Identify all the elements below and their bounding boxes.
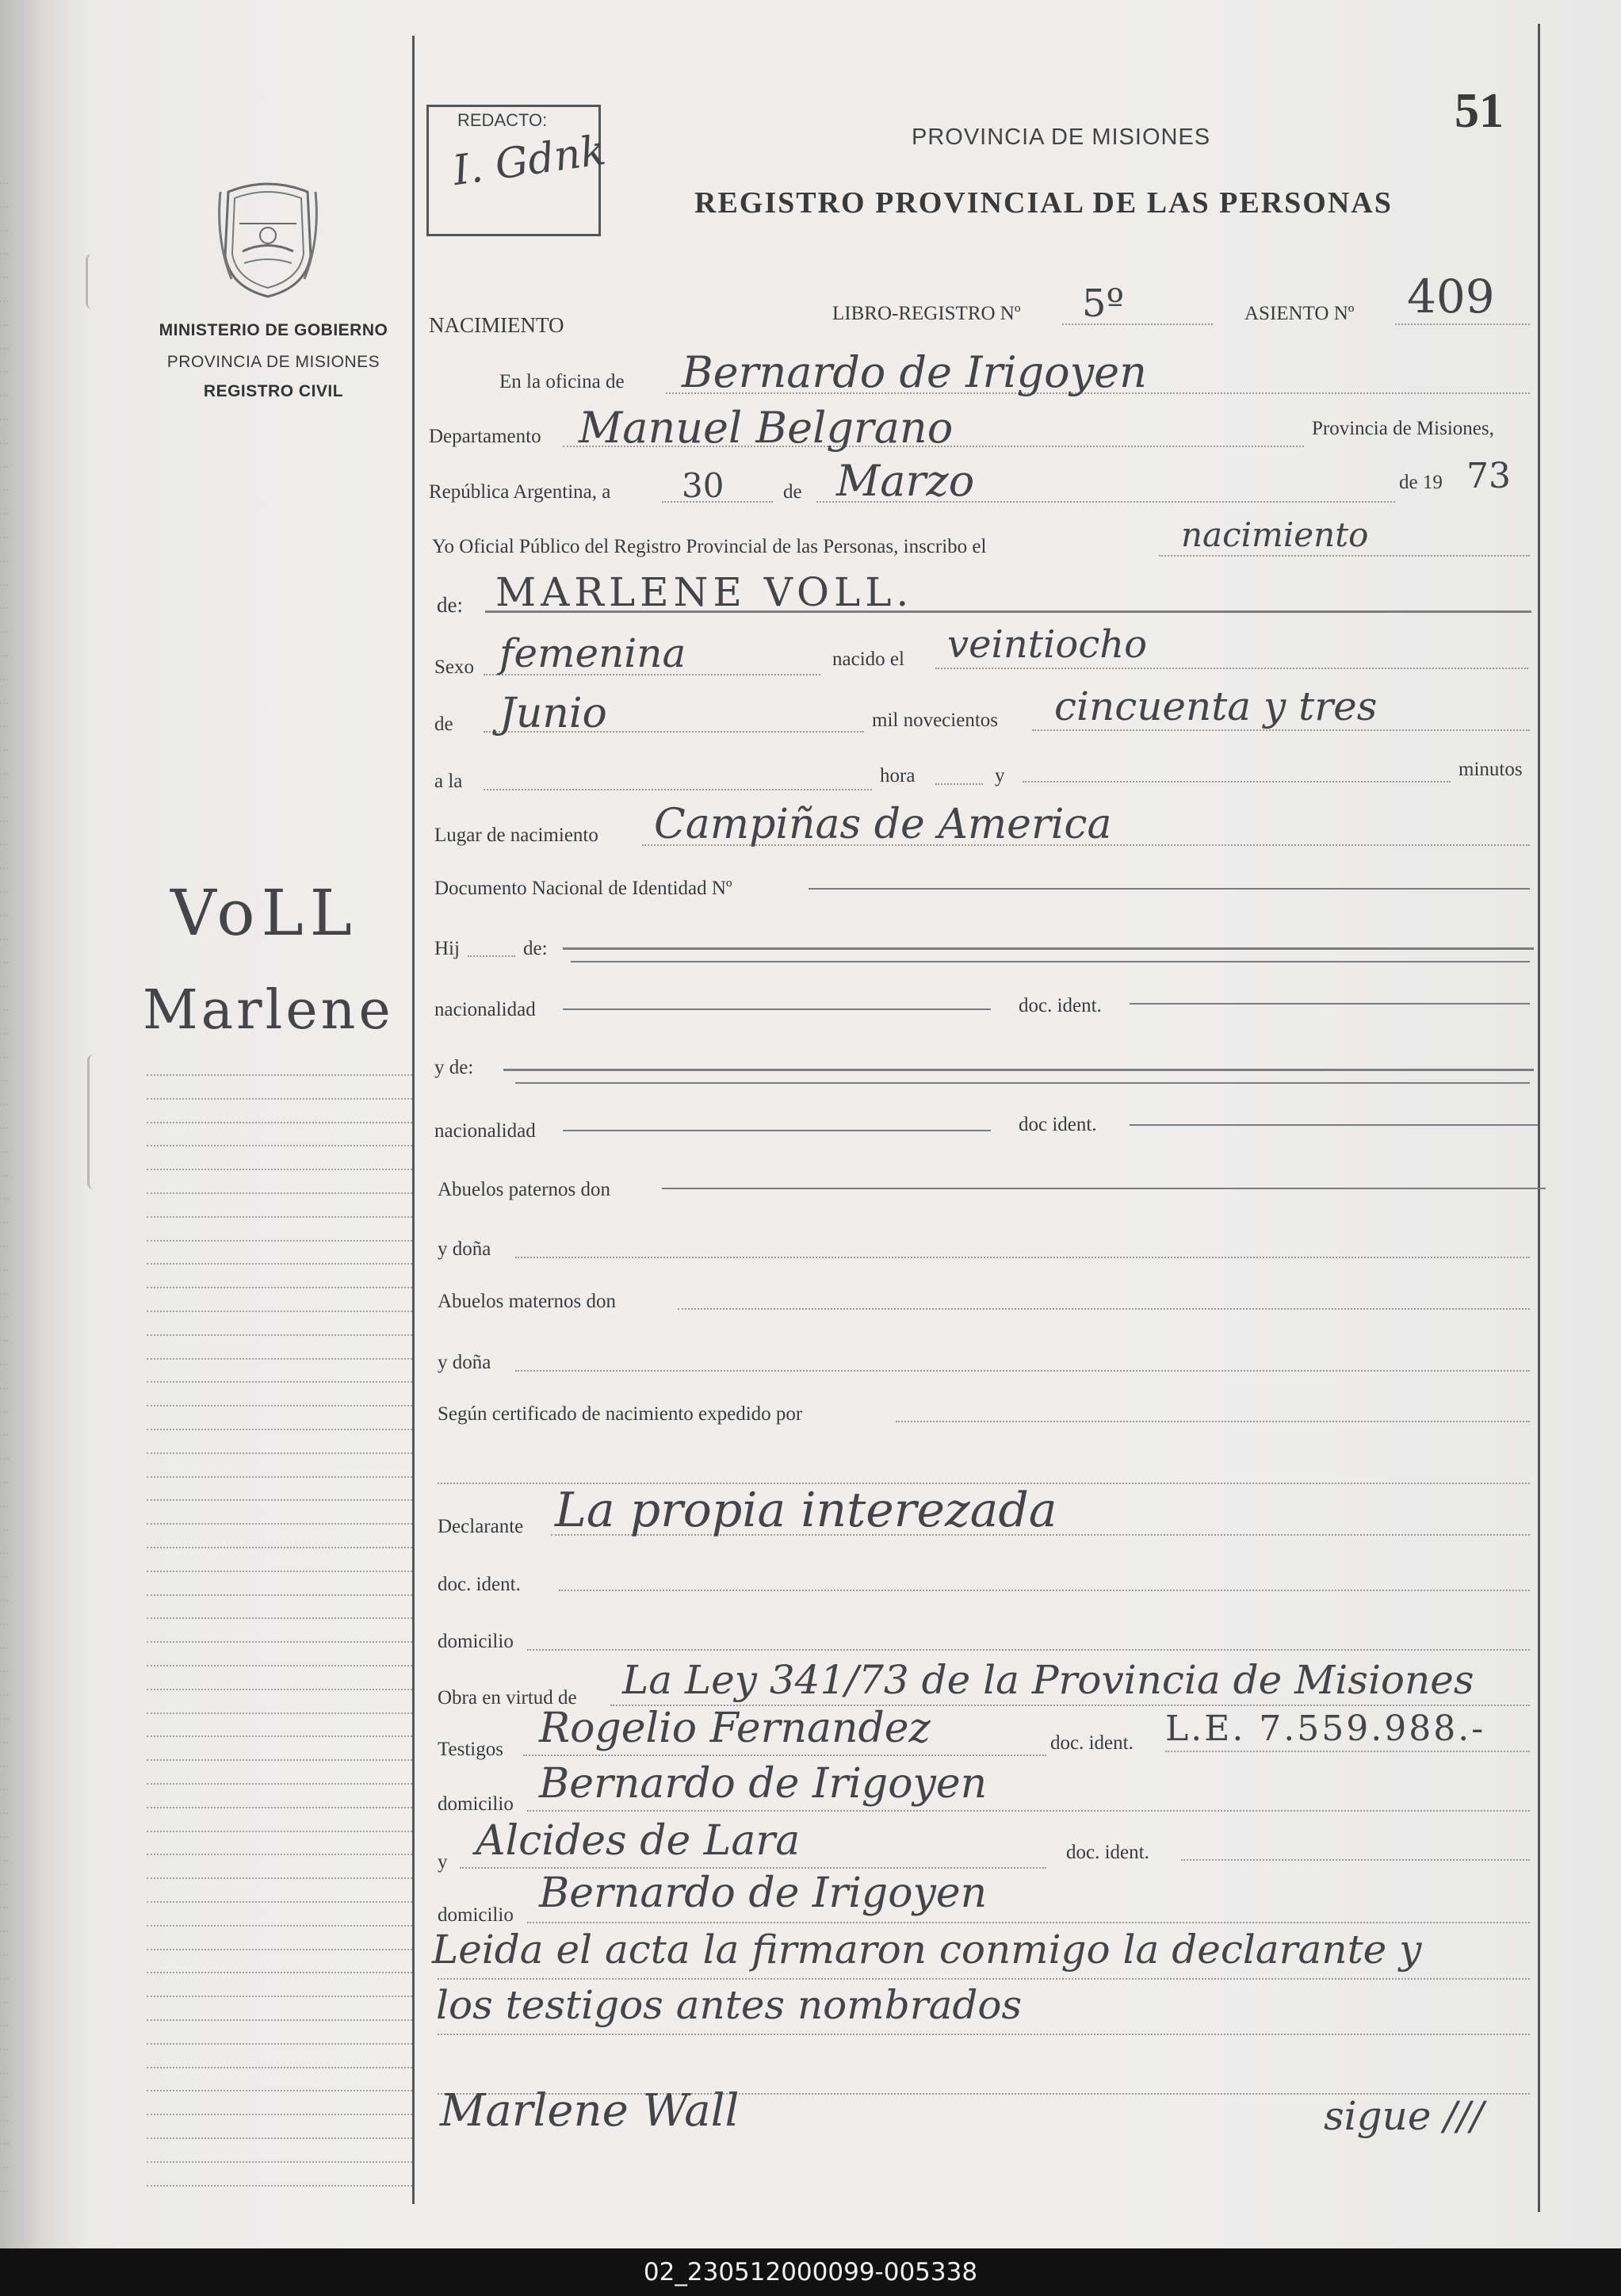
page-edge-tick	[0, 749, 8, 751]
testigo1-doc-label: doc. ident.	[1050, 1732, 1134, 1754]
obra-label: Obra en virtud de	[438, 1687, 577, 1709]
stub-rule-line	[147, 1381, 412, 1383]
sigue-note: sigue ///	[1324, 2093, 1484, 2139]
page-edge-tick	[0, 725, 8, 727]
stub-rule-line	[147, 1949, 412, 1950]
stub-rule-line	[147, 1523, 412, 1525]
hij-de-label: de:	[523, 938, 548, 959]
page-edge-tick	[0, 2025, 8, 2026]
stub-rule-line	[147, 1405, 412, 1406]
stub-rule-line	[147, 2043, 412, 2045]
page-edge-tick	[0, 962, 8, 963]
page-edge-tick	[0, 182, 8, 184]
stub-rule-line	[147, 1192, 412, 1194]
stub-province: PROVINCIA DE MISIONES	[166, 353, 380, 371]
page-edge-tick	[0, 230, 8, 232]
page-edge-tick	[0, 584, 8, 586]
page-edge-tick	[0, 2191, 8, 2192]
stub-rule-line	[147, 1216, 412, 1218]
sexo-value: femenina	[499, 630, 686, 676]
registry-seal	[212, 176, 323, 303]
y-dona-label: y doña	[438, 1238, 491, 1260]
stamp-handwriting: I. Gdnk	[449, 126, 609, 196]
page-edge-tick	[0, 1246, 8, 1247]
page-edge-tick	[0, 607, 8, 609]
stub-rule-line	[147, 1240, 412, 1242]
page-edge-tick	[0, 985, 8, 987]
domicilio1-value: Bernardo de Irigoyen	[539, 1760, 988, 1808]
page-edge-tick	[0, 1057, 8, 1058]
stub-rule-line	[147, 1759, 412, 1761]
de-label: de	[783, 481, 802, 503]
lugar-label: Lugar de nacimiento	[434, 825, 598, 846]
binding-stitch	[87, 1054, 101, 1189]
page-edge-tick	[0, 2120, 8, 2122]
page-edge-tick	[0, 1860, 8, 1862]
asiento-label: ASIENTO Nº	[1244, 303, 1355, 324]
stub-rule-line	[147, 1122, 412, 1123]
page-edge-tick	[0, 253, 8, 254]
stub-rule-line	[147, 1334, 412, 1336]
stub-rule-line	[147, 1854, 412, 1855]
birth-year-value: cincuenta y tres	[1054, 683, 1378, 729]
page-edge-tick	[0, 2072, 8, 2074]
stub-rule-line	[147, 1689, 412, 1690]
page-edge-tick	[0, 1954, 8, 1956]
page-edge-tick	[0, 821, 8, 822]
dni-label: Documento Nacional de Identidad Nº	[434, 878, 732, 899]
page-edge-tick	[0, 1104, 8, 1105]
de-name-label: de:	[437, 593, 463, 617]
page-edge-tick	[0, 797, 8, 798]
page-edge-tick	[0, 679, 8, 680]
stub-rule-line	[147, 1807, 412, 1808]
page-edge-tick	[0, 489, 8, 491]
page-edge-tick	[0, 466, 8, 468]
page-edge-tick	[0, 561, 8, 562]
year-label: de 19	[1399, 472, 1443, 493]
y2-label: y	[438, 1851, 448, 1873]
page-title: REGISTRO PROVINCIAL DE LAS PERSONAS	[694, 186, 1393, 220]
page-edge-tick	[0, 1789, 8, 1790]
page-edge-tick	[0, 1411, 8, 1413]
page-edge-tick	[0, 1836, 8, 1838]
oficina-value: Bernardo de Irigoyen	[682, 347, 1147, 397]
stub-rule-line	[147, 1287, 412, 1288]
page-edge-tick	[0, 324, 8, 326]
libro-value: 5º	[1082, 281, 1125, 326]
page-edge-tick	[0, 2002, 8, 2003]
page-edge-tick	[0, 1269, 8, 1271]
asiento-value: 409	[1407, 270, 1495, 323]
nacido-value: veintiocho	[947, 622, 1148, 667]
page-edge-tick	[0, 631, 8, 633]
page-edge-tick	[0, 1175, 8, 1177]
nacionalidad-label: nacionalidad	[434, 999, 536, 1020]
page-shadow	[0, 0, 87, 2248]
sexo-label: Sexo	[434, 656, 474, 678]
page-edge-tick	[0, 371, 8, 373]
page-edge-tick	[0, 1316, 8, 1318]
stub-rule-line	[147, 1358, 412, 1360]
page-edge-tick	[0, 1009, 8, 1011]
page-edge-tick	[0, 537, 8, 538]
page-edge-tick	[0, 1293, 8, 1295]
stub-rule-line	[147, 1145, 412, 1146]
page-edge-tick	[0, 1978, 8, 1980]
page-edge-tick	[0, 348, 8, 350]
hora-label: hora	[880, 765, 916, 786]
stub-rule-line	[147, 1429, 412, 1430]
page-edge-tick	[0, 1812, 8, 1814]
page-edge-tick	[0, 1742, 8, 1743]
header-province: PROVINCIA DE MISIONES	[912, 124, 1211, 150]
page-edge-tick	[0, 419, 8, 420]
page-edge-tick	[0, 915, 8, 916]
page-edge-tick	[0, 867, 8, 869]
page-edge-tick	[0, 844, 8, 845]
page-edge-tick	[0, 1198, 8, 1200]
page-edge-tick	[0, 1482, 8, 1483]
nacionalidad2-label: nacionalidad	[434, 1120, 536, 1142]
oficial-value: nacimiento	[1181, 515, 1369, 554]
decl-doc-label: doc. ident.	[438, 1574, 521, 1595]
stub-rule-line	[147, 1783, 412, 1785]
departamento-value: Manuel Belgrano	[579, 403, 954, 453]
declarante-value: La propia interezada	[555, 1483, 1057, 1538]
stub-rule-line	[147, 2067, 412, 2068]
stub-rule-line	[147, 2019, 412, 2021]
page-edge-tick	[0, 277, 8, 278]
stub-rule-line	[147, 1735, 412, 1737]
testigo2-doc-label: doc. ident.	[1066, 1842, 1149, 1863]
testigo1-value: Rogelio Fernandez	[539, 1705, 931, 1752]
y-label: y	[995, 765, 1005, 786]
stub-given-name: Marlene	[143, 979, 394, 1042]
stub-rule-line	[147, 1452, 412, 1454]
page-edge-tick	[0, 773, 8, 775]
page-edge-tick	[0, 206, 8, 208]
stub-rule-line	[147, 1547, 412, 1548]
birth-month-value: Junio	[499, 690, 607, 737]
page-edge-tick	[0, 1127, 8, 1129]
page-edge-tick	[0, 395, 8, 396]
provincia-label: Provincia de Misiones,	[1312, 418, 1494, 439]
republica-label: República Argentina, a	[429, 481, 611, 503]
page-edge-tick	[0, 1670, 8, 1672]
stub-ministry: MINISTERIO DE GOBIERNO	[159, 321, 388, 339]
image-caption: 02_230512000099-005338	[643, 2258, 978, 2286]
form-right-border	[1538, 24, 1540, 2212]
page-edge-tick	[0, 513, 8, 515]
stub-rule-line	[147, 1311, 412, 1312]
page-edge-tick	[0, 702, 8, 704]
stub-rule-line	[147, 1665, 412, 1667]
domicilio2-label: domicilio	[438, 1904, 514, 1926]
page-edge-tick	[0, 2049, 8, 2050]
stub-rule-line	[147, 1712, 412, 1714]
stub-rule-line	[147, 1476, 412, 1478]
de2-label: de	[434, 714, 453, 735]
year-value: 73	[1466, 456, 1511, 496]
mil-label: mil novecientos	[872, 710, 998, 731]
stub-rule-line	[147, 1098, 412, 1100]
stub-rule-line	[147, 2137, 412, 2139]
declarante-label: Declarante	[438, 1516, 524, 1537]
stub-surname: VoLL	[170, 876, 358, 950]
closing-line-2: los testigos antes nombrados	[436, 1982, 1023, 2028]
page-edge-tick	[0, 939, 8, 940]
stub-rule-line	[147, 1169, 412, 1170]
oficial-label: Yo Oficial Público del Registro Provincial de las Personas, inscribo el	[432, 536, 987, 557]
doc-ident-label: doc. ident.	[1019, 995, 1102, 1016]
page-edge-tick	[0, 1624, 8, 1625]
a-la-label: a la	[434, 771, 463, 792]
page-edge-tick	[0, 1222, 8, 1223]
testigos-label: Testigos	[438, 1739, 503, 1760]
day-value: 30	[682, 466, 724, 505]
page-edge-tick	[0, 891, 8, 893]
stub-rule-line	[147, 1074, 412, 1076]
hij-label: Hij	[434, 938, 460, 959]
stub-rule-line	[147, 1641, 412, 1643]
y-dona2-label: y doña	[438, 1352, 491, 1373]
page-number: 51	[1455, 84, 1504, 138]
nacimiento-label: NACIMIENTO	[429, 313, 564, 337]
abuelos-maternos-label: Abuelos maternos don	[438, 1291, 616, 1312]
page-edge-tick	[0, 1766, 8, 1767]
page-edge-tick	[0, 1033, 8, 1035]
page-edge-tick	[0, 1907, 8, 1908]
decl-domicilio-label: domicilio	[438, 1631, 514, 1652]
page-edge-tick	[0, 2096, 8, 2098]
stub-rule-line	[147, 1925, 412, 1927]
stub-rule-line	[147, 1571, 412, 1572]
form-left-border	[412, 36, 415, 2204]
page-edge-tick	[0, 300, 8, 302]
testigo2-value: Alcides de Lara	[476, 1817, 801, 1865]
stub-registry: REGISTRO CIVIL	[203, 382, 344, 400]
stub-rule-line	[147, 2185, 412, 2187]
certificado-label: Según certificado de nacimiento expedido por	[438, 1403, 803, 1425]
page-edge-tick	[0, 1529, 8, 1531]
doc-ident2-label: doc ident.	[1019, 1114, 1097, 1135]
page-edge-tick	[0, 1364, 8, 1365]
stub-rule-line	[147, 1972, 412, 1973]
testigo1-doc-value: L.E. 7.559.988.-	[1165, 1709, 1486, 1749]
departamento-label: Departamento	[429, 426, 541, 447]
stub-rule-line	[147, 1831, 412, 1832]
page-edge-tick	[0, 1340, 8, 1341]
page-edge-tick	[0, 1458, 8, 1460]
page-edge-tick	[0, 1387, 8, 1389]
closing-line-1: Leida el acta la firmaron conmigo la declarante y	[432, 1927, 1422, 1973]
page-edge-tick	[0, 1600, 8, 1601]
stub-rule-line	[147, 1617, 412, 1619]
stub-rule-line	[147, 2090, 412, 2091]
signature: Marlene Wall	[440, 2085, 740, 2137]
binding-stitch	[86, 254, 99, 309]
page-edge-tick	[0, 1576, 8, 1578]
stub-rule-line	[147, 2114, 412, 2115]
abuelos-paternos-label: Abuelos paternos don	[438, 1179, 611, 1200]
minutos-label: minutos	[1459, 759, 1523, 780]
domicilio2-value: Bernardo de Irigoyen	[539, 1869, 988, 1917]
page-edge-tick	[0, 1718, 8, 1720]
libro-label: LIBRO-REGISTRO Nº	[832, 303, 1021, 324]
stub-rule-line	[147, 2161, 412, 2163]
page-edge-tick	[0, 1151, 8, 1153]
stub-rule-line	[147, 1594, 412, 1596]
obra-value: La Ley 341/73 de la Provincia de Misiones	[622, 1657, 1474, 1703]
page-edge-tick	[0, 2143, 8, 2145]
page-edge-tick	[0, 1434, 8, 1436]
oficina-label: En la oficina de	[499, 371, 625, 392]
page-edge-tick	[0, 655, 8, 656]
month-value: Marzo	[836, 456, 975, 506]
page-edge-tick	[0, 1884, 8, 1885]
stub-rule-line	[147, 1263, 412, 1265]
domicilio1-label: domicilio	[438, 1793, 514, 1815]
name-value: MARLENE VOLL.	[495, 569, 914, 615]
page-edge-tick	[0, 1647, 8, 1649]
stamp-label: REDACTO:	[457, 110, 548, 130]
stub-rule-line	[147, 1996, 412, 1997]
redacto-stamp	[426, 105, 609, 236]
stub-rule-line	[147, 1901, 412, 1903]
nacido-label: nacido el	[832, 649, 904, 670]
page-edge-tick	[0, 1552, 8, 1554]
page-edge-tick	[0, 1931, 8, 1932]
stub-rule-line	[147, 1499, 412, 1501]
stub-rule-line	[147, 1877, 412, 1879]
page-edge-tick	[0, 1080, 8, 1081]
page-edge-tick	[0, 442, 8, 444]
page-edge-tick	[0, 1694, 8, 1696]
page-edge-tick	[0, 2167, 8, 2168]
page-edge-tick	[0, 1506, 8, 1507]
y-de-label: y de:	[434, 1057, 474, 1078]
lugar-value: Campiñas de America	[654, 801, 1112, 848]
